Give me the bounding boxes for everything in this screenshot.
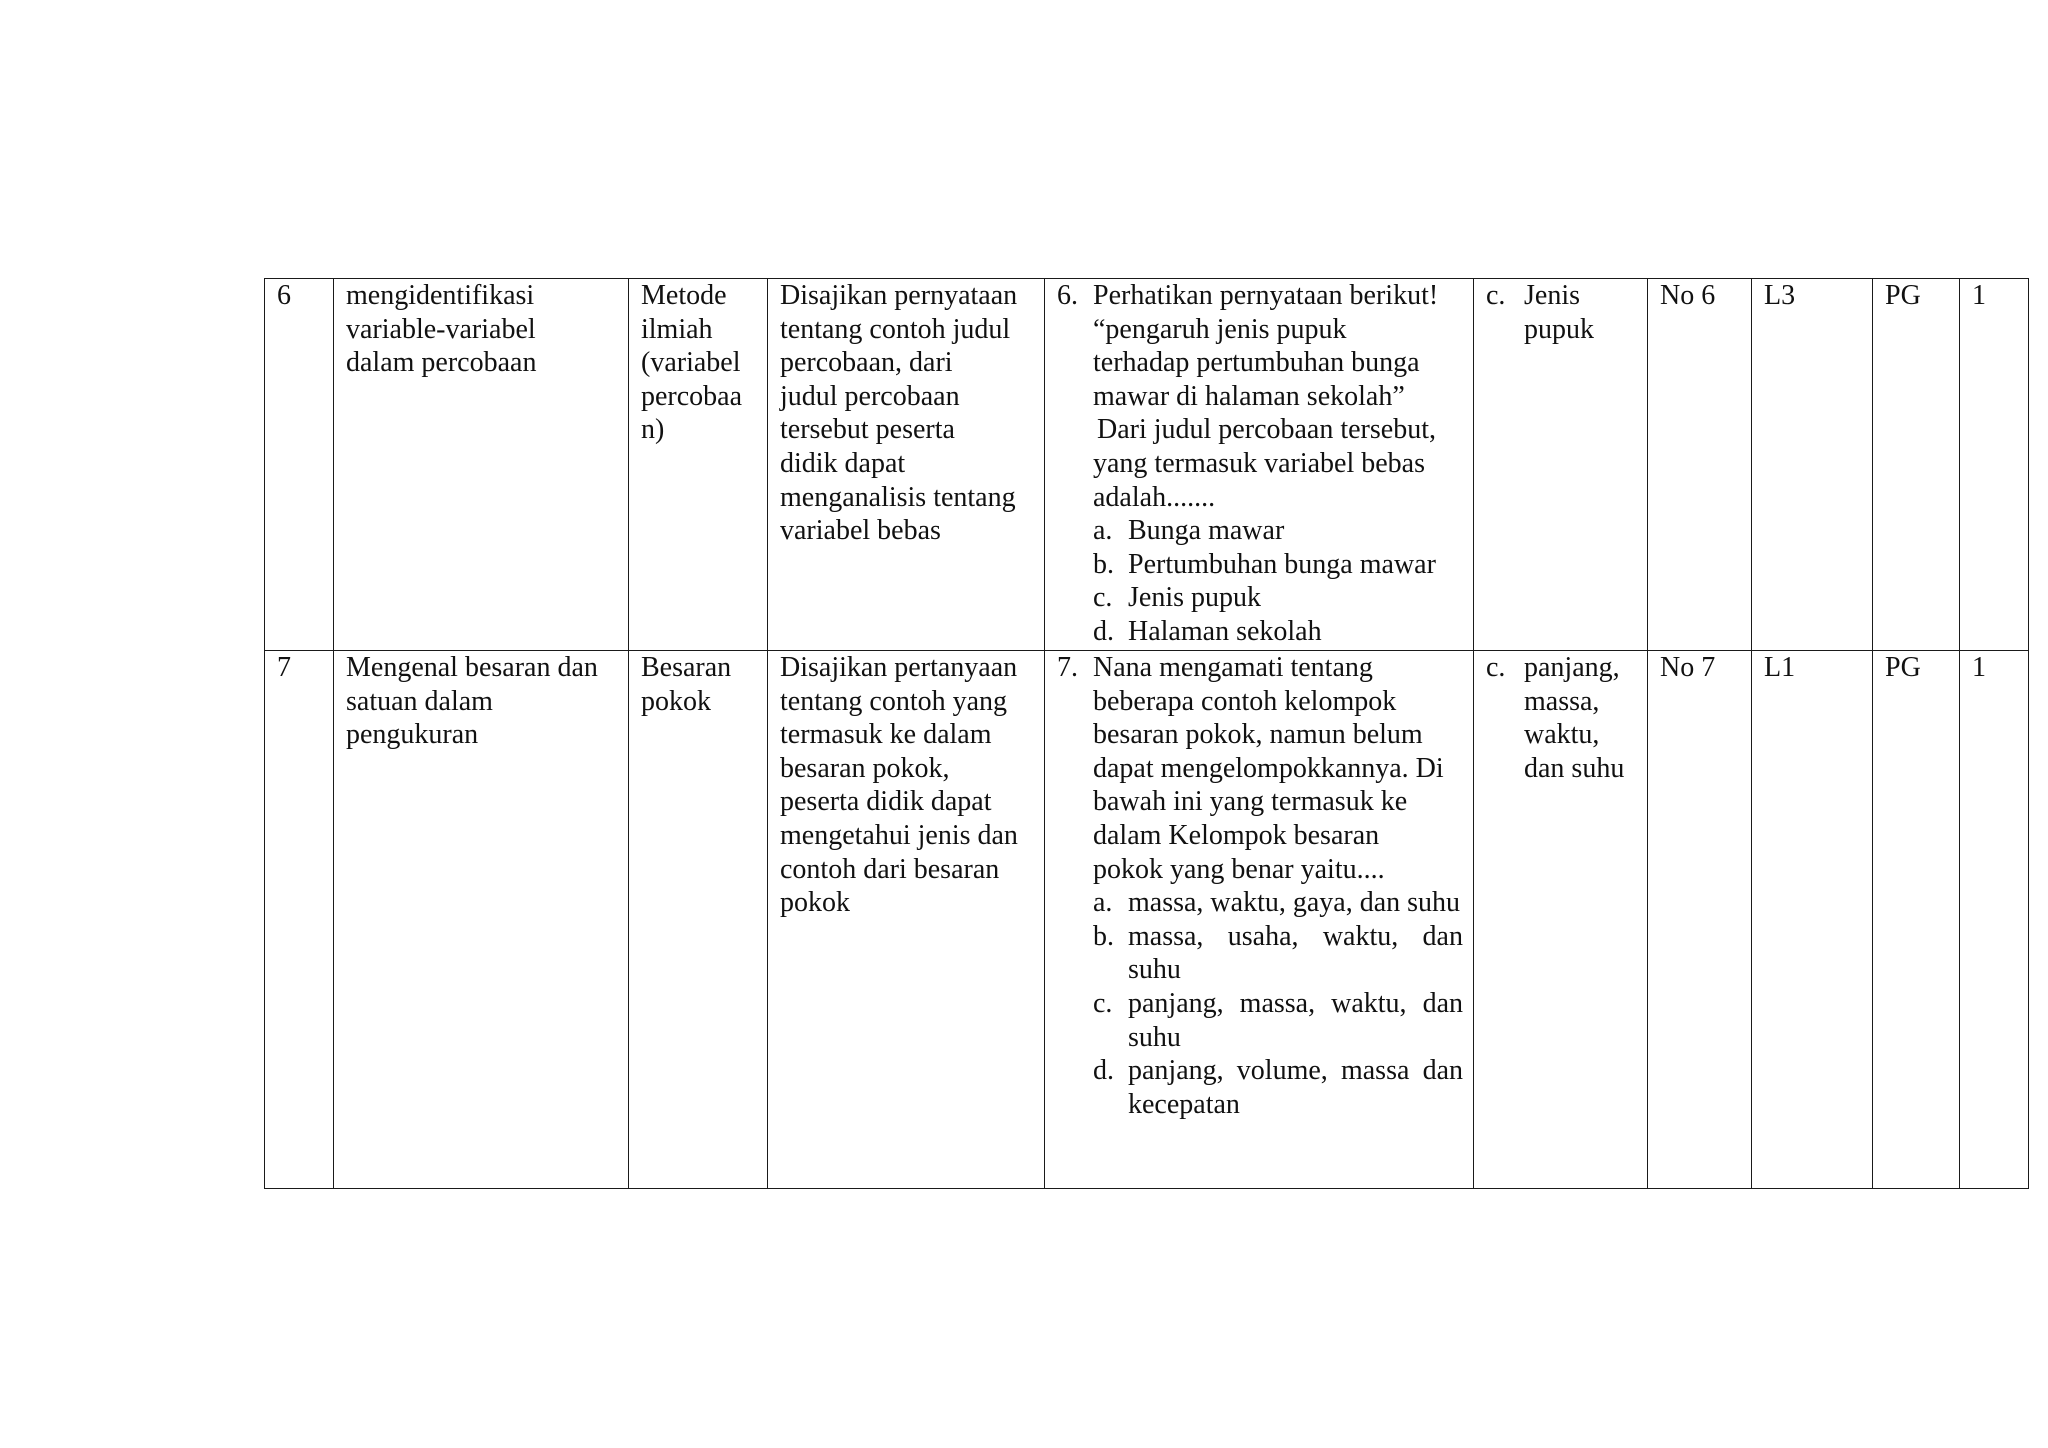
question-form-cell [1873, 651, 1960, 1189]
item-number-cell [1648, 651, 1752, 1189]
indicator-line: mengetahui jenis dan [780, 819, 1018, 851]
question-stem [1093, 651, 1463, 886]
question-line: terhadap pertumbuhan bunga [1093, 347, 1420, 379]
competency-text [346, 651, 618, 752]
answer-option [1093, 581, 1463, 615]
answer-key-letter: c. [1486, 280, 1506, 311]
competency-text [346, 279, 618, 380]
score: 1 [1972, 652, 1986, 683]
option-letter: c. [1093, 987, 1113, 1019]
option-text: Bunga mawar [1128, 515, 1285, 547]
table-row [265, 651, 2029, 1189]
option-text: massa, waktu, gaya, dan suhu [1128, 887, 1461, 919]
item-number: No 6 [1660, 280, 1716, 311]
competency-line: dalam percobaan [346, 347, 537, 379]
answer-option [1093, 886, 1463, 920]
question-form: PG [1885, 280, 1921, 311]
indicator-line: variabel bebas [780, 515, 941, 547]
question-line: besaran pokok, namun belum [1093, 719, 1423, 751]
option-letter: b. [1093, 548, 1114, 580]
row-number: 7 [277, 652, 291, 683]
question-line: mawar di halaman sekolah” [1093, 380, 1405, 412]
indicator-line: menganalisis tentang [780, 481, 1016, 513]
question-number: 7. [1057, 652, 1078, 683]
table-row [265, 279, 2029, 651]
indicator-cell [768, 651, 1045, 1189]
question-line: “pengaruh jenis pupuk [1093, 313, 1347, 345]
competency-cell [334, 279, 629, 651]
question-line: yang termasuk variabel bebas [1093, 447, 1425, 479]
indicator-line: termasuk ke dalam [780, 719, 992, 751]
material-line: pokok [641, 685, 711, 717]
indicator-line: tentang contoh judul [780, 313, 1011, 345]
answer-key-line: Jenis [1524, 280, 1580, 311]
question-form-cell [1873, 279, 1960, 651]
option-text: panjang, volume, massa dan kecepatan [1128, 1055, 1463, 1120]
option-letter: c. [1093, 582, 1113, 614]
answer-option [1093, 1054, 1463, 1121]
option-letter: a. [1093, 887, 1113, 919]
answer-key-line: massa, [1524, 685, 1600, 717]
cognitive-level-cell [1752, 651, 1873, 1189]
item-number-cell [1648, 279, 1752, 651]
row-number: 6 [277, 280, 291, 311]
question-line: dapat mengelompokkannya. Di [1093, 752, 1444, 784]
material-text [641, 651, 757, 718]
indicator-line: tentang contoh yang [780, 685, 1008, 717]
competency-line: Mengenal besaran dan [346, 652, 598, 683]
indicator-line: tersebut peserta [780, 414, 955, 446]
answer-key-letter: c. [1486, 652, 1506, 683]
material-line: ilmiah [641, 313, 713, 345]
cognitive-level-cell [1752, 279, 1873, 651]
answer-option [1093, 514, 1463, 548]
answer-key [1486, 279, 1637, 346]
question-line: bawah ini yang termasuk ke [1093, 786, 1408, 818]
answer-option [1093, 987, 1463, 1054]
indicator-text [780, 651, 1034, 920]
indicator-line: percobaan, dari [780, 347, 953, 379]
option-text: Halaman sekolah [1128, 615, 1322, 647]
question-block [1057, 651, 1463, 1121]
question-block [1057, 279, 1463, 649]
indicator-line: besaran pokok, [780, 752, 950, 784]
question-line: Perhatikan pernyataan berikut! [1093, 280, 1439, 311]
row-number-cell [265, 651, 334, 1189]
cognitive-level: L1 [1764, 652, 1796, 683]
material-line: n) [641, 414, 665, 446]
cognitive-level: L3 [1764, 280, 1796, 311]
answer-option [1093, 920, 1463, 987]
question-cell [1045, 279, 1474, 651]
option-text: massa, usaha, waktu, dan suhu [1128, 920, 1463, 986]
question-line: adalah....... [1093, 481, 1216, 513]
question-stem [1093, 279, 1463, 514]
question-line: beberapa contoh kelompok [1093, 685, 1397, 717]
option-letter: d. [1093, 1055, 1114, 1087]
material-line: percobaa [641, 380, 743, 412]
indicator-line: didik dapat [780, 447, 906, 479]
material-cell [629, 279, 768, 651]
competency-cell [334, 651, 629, 1189]
question-line: Dari judul percobaan tersebut, [1097, 414, 1436, 446]
item-number: No 7 [1660, 652, 1716, 683]
question-line: Nana mengamati tentang [1093, 652, 1373, 683]
answer-key-line: pupuk [1524, 313, 1594, 345]
indicator-line: contoh dari besaran [780, 853, 1000, 885]
question-number: 6. [1057, 280, 1078, 311]
indicator-line: Disajikan pernyataan [780, 280, 1018, 311]
indicator-cell [768, 279, 1045, 651]
option-text: Jenis pupuk [1128, 582, 1261, 614]
answer-options [1093, 514, 1463, 648]
option-letter: b. [1093, 920, 1114, 952]
indicator-line: Disajikan pertanyaan [780, 652, 1018, 683]
question-line: pokok yang benar yaitu.... [1093, 853, 1385, 885]
answer-key-cell [1474, 651, 1648, 1189]
material-line: Besaran [641, 652, 732, 683]
question-cell [1045, 651, 1474, 1189]
indicator-line: pokok [780, 887, 850, 919]
competency-line: mengidentifikasi [346, 280, 535, 311]
option-text: Pertumbuhan bunga mawar [1128, 548, 1436, 580]
question-line: dalam Kelompok besaran [1093, 819, 1380, 851]
answer-key-cell [1474, 279, 1648, 651]
score-cell [1960, 651, 2029, 1189]
material-line: Metode [641, 280, 727, 311]
option-text: panjang, massa, waktu, dan suhu [1128, 987, 1463, 1053]
competency-line: satuan dalam [346, 685, 493, 717]
answer-key-line: waktu, [1524, 719, 1600, 751]
question-grid-table [264, 278, 2029, 1189]
answer-key [1486, 651, 1637, 785]
answer-options [1093, 886, 1463, 1121]
answer-key-line: panjang, [1524, 652, 1620, 683]
competency-line: pengukuran [346, 719, 479, 751]
answer-option [1093, 615, 1463, 649]
answer-option [1093, 548, 1463, 582]
option-letter: d. [1093, 615, 1114, 647]
score: 1 [1972, 280, 1986, 311]
material-cell [629, 651, 768, 1189]
answer-key-line: dan suhu [1524, 752, 1625, 784]
indicator-text [780, 279, 1034, 548]
indicator-line: judul percobaan [780, 380, 960, 412]
material-line: (variabel [641, 347, 741, 379]
competency-line: variable-variabel [346, 313, 536, 345]
option-letter: a. [1093, 515, 1113, 547]
score-cell [1960, 279, 2029, 651]
row-number-cell [265, 279, 334, 651]
question-form: PG [1885, 652, 1921, 683]
indicator-line: peserta didik dapat [780, 786, 992, 818]
material-text [641, 279, 757, 447]
